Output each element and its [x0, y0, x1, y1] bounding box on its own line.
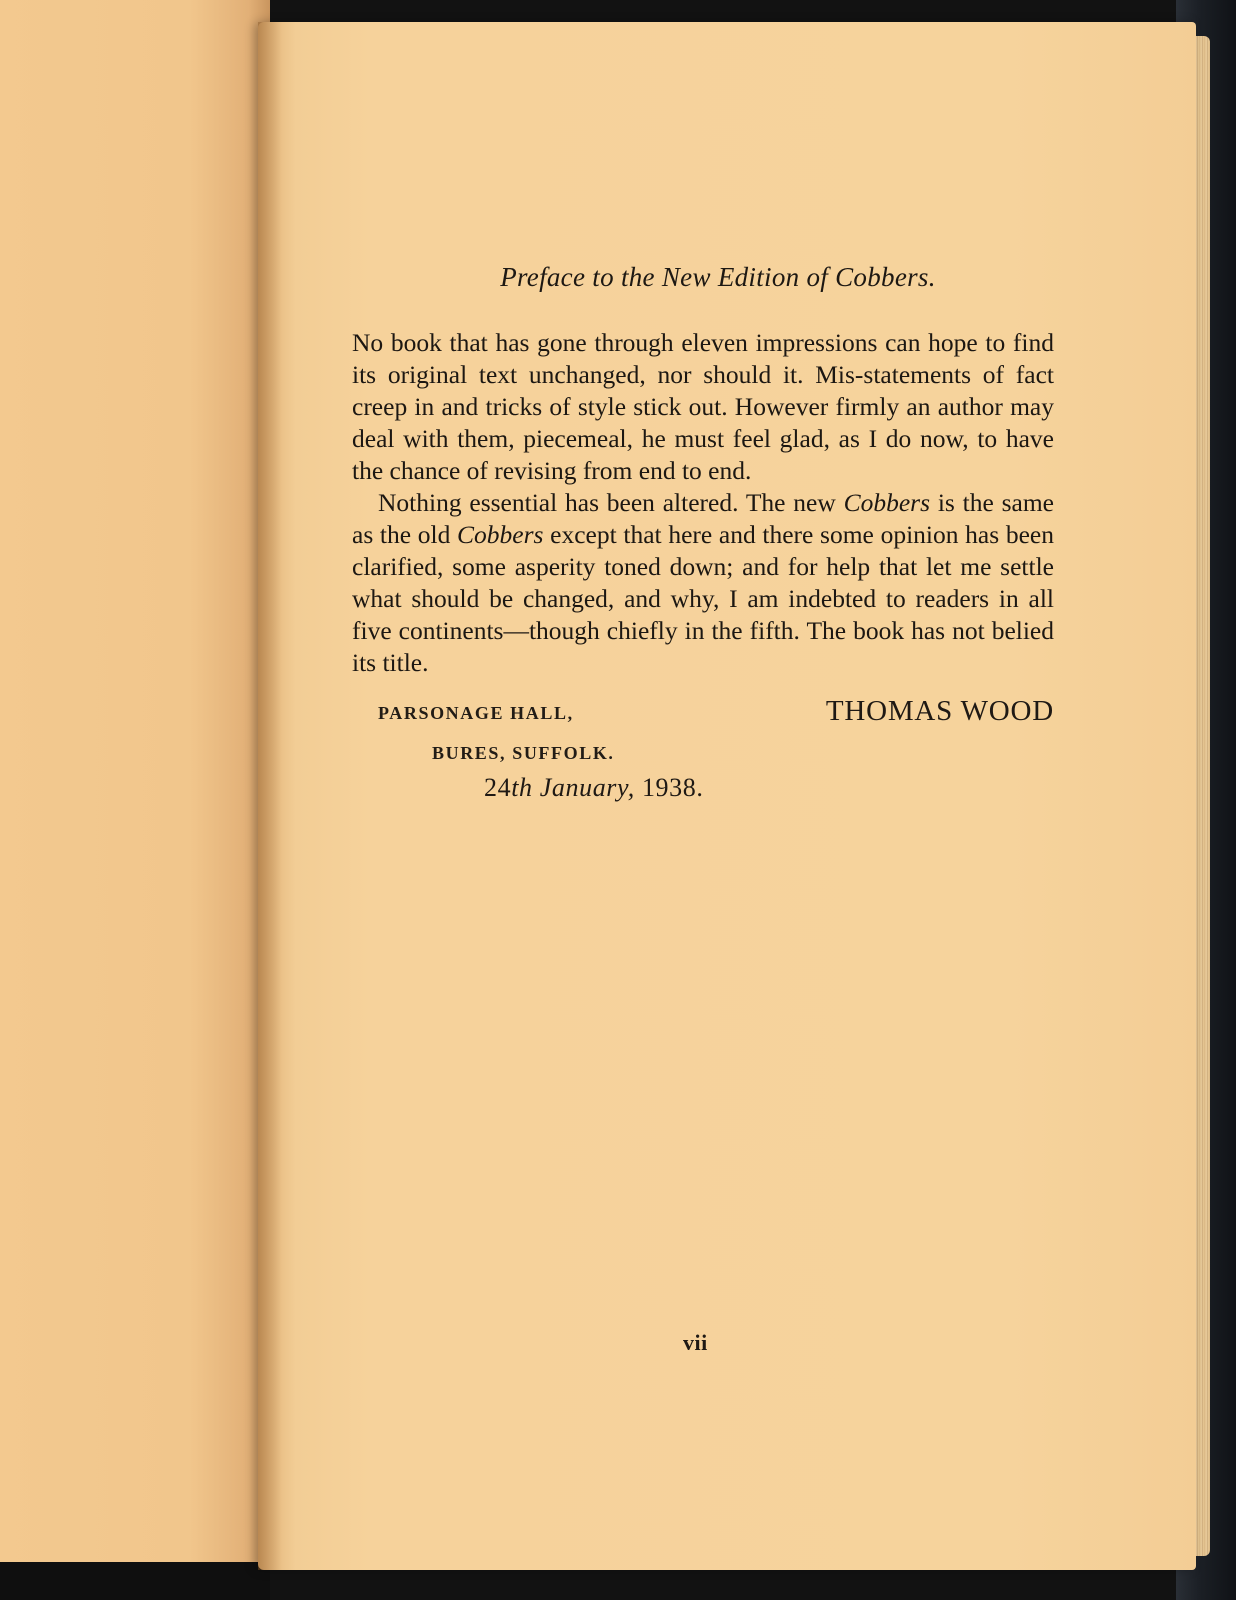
paragraph-2: Nothing essential has been altered. The new Cobbers is the same as the old Cobbers except that here and there some opinion has been clarified, some asperity toned down; and for help that let me settle what should be changed, and why, I am indebted to readers in all five continents—though chiefly in the fifth. The book has not belied its title.: [352, 488, 1054, 677]
gutter-shadow: [258, 22, 282, 1570]
signature-block: [352, 695, 1054, 771]
date-year: 1938.: [641, 773, 704, 802]
address-line-1: PARSONAGE HALL,: [378, 703, 574, 723]
date-day: 24: [484, 773, 512, 802]
author-name: THOMAS WOOD: [825, 695, 1054, 727]
date-line: [484, 773, 1054, 803]
preface-text-block: [352, 262, 1054, 803]
page-number: vii: [683, 1330, 708, 1355]
date-suffix: th: [511, 773, 533, 802]
address-line-2: BURES, SUFFOLK.: [432, 743, 615, 763]
date-month: January,: [539, 773, 635, 802]
left-page: [0, 0, 270, 1600]
paragraph-1: No book that has gone through eleven impressions can hope to find its original text unchanged, nor should it. Mis-statements of fact creep in and tricks of style stick out. However firmly an author may deal with them, piecemeal, he must feel glad, as I do now, to have the chance of revising from end to end.: [352, 328, 1054, 485]
page-title: Preface to the New Edition of Cobbers.: [500, 262, 936, 292]
